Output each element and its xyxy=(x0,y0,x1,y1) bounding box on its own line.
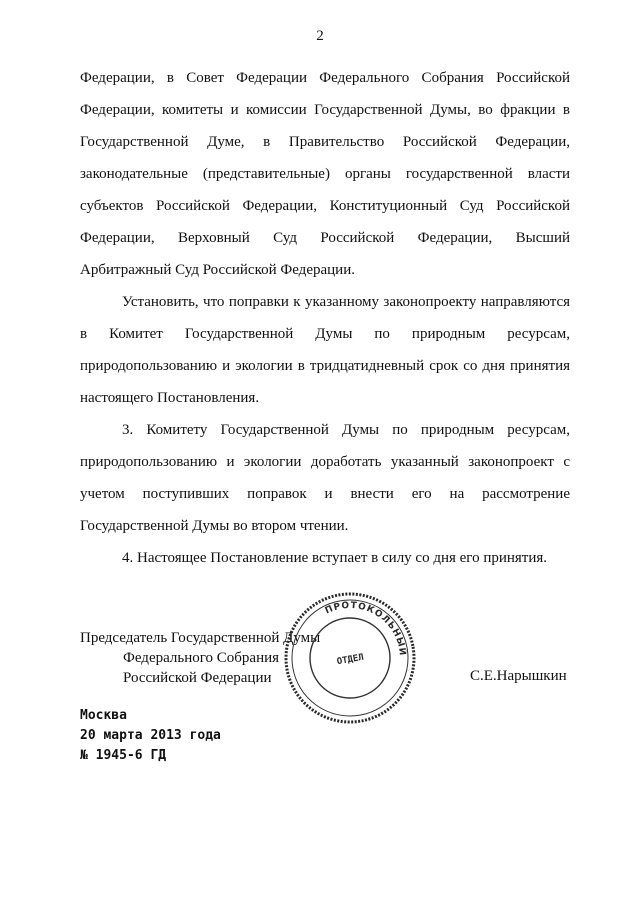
paragraph-amendments xyxy=(80,286,570,414)
city-label: Москва xyxy=(80,708,127,723)
signer-name: С.Е.Нарышкин xyxy=(470,668,567,684)
text-line: законодательные (представительные) органы государственной власти xyxy=(80,166,570,182)
text-line: Установить, что поправки к указанному законопроекту направляются xyxy=(122,294,570,310)
signature-title-line: Федерального Собрания xyxy=(123,650,280,666)
document-footer xyxy=(80,706,221,766)
text-line: природопользованию и экологии доработать указанный законопроект с xyxy=(80,454,570,470)
signature-title-line: Председатель Государственной Думы xyxy=(80,630,321,646)
text-line: субъектов Российской Федерации, Конституционный Суд Российской xyxy=(80,198,570,214)
text-line: Федерации, Верховный Суд Российской Федерации, Высший xyxy=(80,230,570,246)
text-line: учетом поступивших поправок и внести его на рассмотрение xyxy=(80,486,570,502)
document-date: 20 марта 2013 года xyxy=(80,728,221,743)
document-body xyxy=(80,62,570,574)
seal-ring-text: ПРОТОКОЛЬНЫЙ xyxy=(323,600,408,657)
text-line: Государственной Думе, в Правительство Российской Федерации, xyxy=(80,134,570,150)
text-line: Государственной Думы во втором чтении. xyxy=(80,518,349,534)
text-line: настоящего Постановления. xyxy=(80,390,260,406)
text-line: Арбитражный Суд Российской Федерации. xyxy=(80,262,355,278)
official-seal xyxy=(282,590,418,726)
seal-center-text: ОТДЕЛ xyxy=(336,652,365,668)
text-line: в Комитет Государственной Думы по природным ресурсам, xyxy=(80,326,570,342)
text-line: 4. Настоящее Постановление вступает в силу со дня его принятия. xyxy=(122,550,548,566)
document-number: № 1945-6 ГД xyxy=(80,748,167,763)
text-line: природопользованию и экологии в тридцатидневный срок со дня принятия xyxy=(80,358,570,374)
text-line: Федерации, комитеты и комиссии Государственной Думы, во фракции в xyxy=(80,102,570,118)
paragraph-committee xyxy=(80,414,570,542)
text-line: Федерации, в Совет Федерации Федерального Собрания Российской xyxy=(80,70,570,86)
page-number: 2 xyxy=(316,28,324,44)
text-line: 3. Комитету Государственной Думы по природным ресурсам, xyxy=(122,422,570,438)
paragraph-addressees xyxy=(80,62,570,286)
paragraph-effective xyxy=(80,542,570,574)
signature-title-line: Российской Федерации xyxy=(123,670,272,686)
